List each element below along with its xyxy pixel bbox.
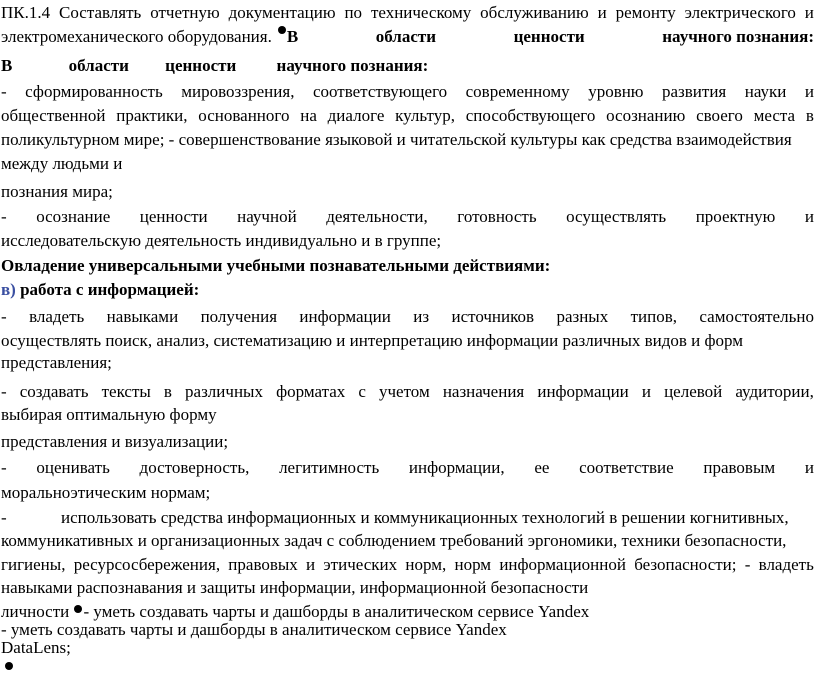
word: информации (537, 382, 629, 401)
word: культур, (395, 106, 455, 125)
bullet-6-line-3 (1, 554, 814, 576)
pk-word: электрического (684, 3, 796, 22)
word: диалоге (327, 106, 385, 125)
word: легитимность (279, 458, 380, 477)
bottom-bullet (4, 658, 14, 680)
word: В (1, 56, 13, 75)
word: форматах (276, 382, 346, 401)
pk-line-1 (1, 2, 814, 24)
word: ценности (513, 27, 585, 46)
bullet-1-line-5: познания мира; (1, 182, 113, 201)
pk-word: Составлять (59, 3, 142, 22)
heading-universal-actions: Овладение универсальными учебными познавательными действиями: (1, 256, 551, 275)
word: современному (465, 82, 570, 101)
bullet-dot-icon (5, 662, 13, 670)
bullet-dash: - (1, 82, 7, 101)
word: владеть (29, 307, 85, 326)
word: научного познания: (276, 56, 429, 75)
word: сформированность (25, 82, 163, 101)
word: своего (696, 106, 743, 125)
word: навыками (106, 307, 179, 326)
pk-word: и (597, 3, 607, 22)
bullet-4-line-3: представления и визуализации; (1, 432, 229, 451)
word: с (358, 382, 366, 401)
word: уровню (588, 82, 644, 101)
word: самостоятельно (699, 307, 814, 326)
word: в (163, 382, 172, 401)
bullet-5-line-1 (1, 457, 814, 479)
bullet-5-line-2: моральноэтическим нормам; (1, 483, 211, 502)
bullet-1-line-2 (1, 105, 814, 127)
heading-text: работа с информацией: (20, 280, 200, 299)
pk-code: ПК.1.4 (1, 3, 51, 22)
pk-word: обслуживанию (480, 3, 589, 22)
line-text: личности (1, 602, 70, 621)
word: проектную (695, 207, 776, 226)
word: практики, (116, 106, 188, 125)
word: оценивать (36, 458, 110, 477)
word: мировоззрения, (181, 82, 295, 101)
word: правовым (703, 458, 776, 477)
word: правовых (228, 555, 298, 574)
word: этических (323, 555, 398, 574)
bullet-dash: - (1, 508, 7, 527)
word: научного познания: (662, 27, 814, 46)
word: соответствие (579, 458, 674, 477)
word: типов, (630, 307, 678, 326)
word: осознание (36, 207, 111, 226)
word: норм (454, 555, 492, 574)
bullet-dash: - (1, 382, 7, 401)
word: ценности (165, 56, 237, 75)
word: способствующего (465, 106, 596, 125)
bullet-3-line-3: представления; (1, 353, 112, 372)
word: развития (662, 82, 727, 101)
word: готовность (457, 207, 537, 226)
word: - (744, 555, 751, 574)
bullet-9-line: DataLens; (1, 638, 71, 657)
bullet-dash: - (1, 207, 7, 226)
word: осуществлять (566, 207, 667, 226)
word: безопасности; (634, 555, 737, 574)
bullet-3-line-1 (1, 306, 814, 328)
word: целевой (664, 382, 723, 401)
word: научной (237, 207, 297, 226)
word: В (286, 27, 299, 46)
bullet-1-line-1 (1, 81, 814, 103)
bullet-4-line-1 (1, 381, 814, 403)
word: учетом (378, 382, 430, 401)
bullet-dot-icon (278, 26, 286, 34)
word: места (753, 106, 796, 125)
word: из (413, 307, 430, 326)
bullet-1-line-3: поликультурном мире; - совершенствование языковой и читательской культуры как средства взаимодействия (1, 130, 792, 149)
word: разных (556, 307, 609, 326)
word: области (68, 56, 129, 75)
bullet-1-line-4: между людьми и (1, 154, 123, 173)
word: различных (185, 382, 263, 401)
bullet-dash: - (1, 307, 7, 326)
heading-info-work (1, 279, 199, 301)
pk-word: ремонту (615, 3, 676, 22)
word: в (805, 106, 814, 125)
pk-word: техническому (370, 3, 472, 22)
word: тексты (101, 382, 151, 401)
word: ценности (139, 207, 208, 226)
pk-word: по (344, 3, 363, 22)
word: информации (299, 307, 391, 326)
word: ресурсосбережения, (73, 555, 221, 574)
word: источников (451, 307, 535, 326)
bullet-2-line-2: исследовательскую деятельность индивидуально и в группе; (1, 231, 442, 250)
word: соответствующего (312, 82, 448, 101)
pk-word: и (804, 3, 814, 22)
bullet-6-line-4: навыками распознавания и защиты информации, информационной безопасности (1, 578, 589, 597)
pk-word: документацию (228, 3, 336, 22)
word: и (306, 555, 316, 574)
word: и (804, 207, 814, 226)
pk-inline-heading (287, 26, 814, 48)
bullet-3-line-2: осуществлять поиск, анализ, систематизацию и интерпретацию информации различных видов и форм (1, 331, 744, 350)
word: основанного (198, 106, 290, 125)
line-text: - уметь создавать чарты и дашборды в аналитическом сервисе Yandex (83, 602, 590, 621)
word: гигиены, (1, 555, 66, 574)
list-letter: в) (1, 280, 16, 299)
word: области (375, 27, 437, 46)
word: владеть (758, 555, 814, 574)
heading-science (1, 55, 428, 77)
word: достоверность, (139, 458, 250, 477)
bullet-6-line-2: коммуникативных и организационных задач с соблюдением требований эргономики, техники безопасности, (1, 531, 787, 550)
word: и (804, 458, 814, 477)
word: на (300, 106, 317, 125)
word: ее (534, 458, 550, 477)
bullet-2-line-1 (1, 206, 814, 228)
word: информации, (408, 458, 505, 477)
pk-line-2 (1, 26, 814, 48)
line-text: использовать средства информационных и коммуникационных технологий в решении когнитивных, (61, 508, 789, 527)
word: назначения (442, 382, 525, 401)
word: науки (744, 82, 787, 101)
word: аудитории, (735, 382, 814, 401)
bullet-8-line: - уметь создавать чарты и дашборды в аналитическом сервисе Yandex (1, 620, 507, 639)
bullet-6-line-1 (1, 507, 789, 529)
bullet-dot-icon (74, 605, 82, 613)
word: осознанию (606, 106, 686, 125)
word: получения (200, 307, 278, 326)
word: деятельности, (326, 207, 428, 226)
pk-word: отчетную (150, 3, 220, 22)
pk-text: электромеханического оборудования. (1, 27, 272, 46)
word: создавать (19, 382, 89, 401)
word: общественной (1, 106, 106, 125)
word: и (641, 382, 651, 401)
word: информационной (499, 555, 626, 574)
bullet-dash: - (1, 458, 7, 477)
word: норм, (405, 555, 447, 574)
word: и (804, 82, 814, 101)
bullet-4-line-2: выбирая оптимальную форму (1, 405, 217, 424)
